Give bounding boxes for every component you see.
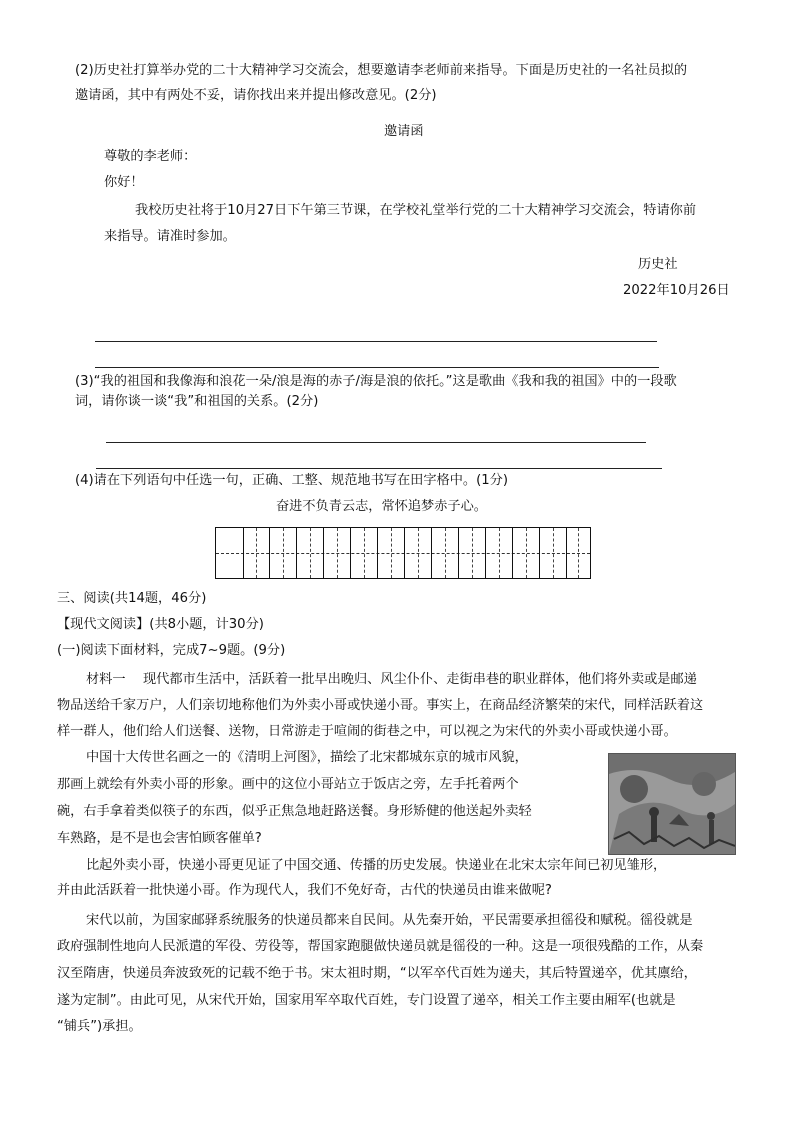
- grid-col-dash: [526, 528, 527, 578]
- answer-line[interactable]: [106, 442, 646, 443]
- part-heading: (一)阅读下面材料，完成7~9题。(9分): [57, 643, 286, 658]
- passage-p4-line-3: 汉至隋唐，快递员奔波致死的记载不绝于书。宋太祖时期，“以军卒代百姓为递夫，其后特置递卒，优其廪给，: [57, 966, 697, 981]
- grid-col-dash: [445, 528, 446, 578]
- grid-col-dash: [310, 528, 311, 578]
- q4-sentence: 奋进不负青云志，常怀追梦赤子心。: [276, 499, 487, 514]
- grid-col-line: [377, 528, 378, 578]
- q2-line-1: (2)历史社打算举办党的二十大精神学习交流会，想要邀请李老师前来指导。下面是历史社的一名社员拟的: [75, 63, 688, 78]
- letter-body-line-1: 我校历史社将于10月27日下午第三节课，在学校礼堂举行党的二十大精神学习交流会，特请你前: [135, 203, 697, 218]
- grid-col-dash: [337, 528, 338, 578]
- answer-line[interactable]: [96, 468, 662, 469]
- grid-col-line: [269, 528, 270, 578]
- letter-salutation: 尊敬的李老师：: [104, 149, 197, 164]
- passage-p4-line-4: 遂为定制”。由此可见，从宋代开始，国家用军卒取代百姓，专门设置了递卒，相关工作主要由厢军(也就是: [57, 993, 676, 1008]
- passage-p3-line-2: 并由此活跃着一批快递小哥。作为现代人，我们不免好奇，古代的快递员由谁来做呢?: [57, 883, 552, 898]
- q3-line-1: (3)“我的祖国和我像海和浪花一朵/浪是海的赤子/海是浪的依托。”这是歌曲《我和我的祖国》中的一段歌: [75, 374, 677, 389]
- letter-title: 邀请函: [384, 124, 424, 139]
- grid-col-dash: [578, 528, 579, 578]
- grid-col-line: [243, 528, 244, 578]
- grid-col-line: [458, 528, 459, 578]
- grid-col-dash: [499, 528, 500, 578]
- grid-col-dash: [364, 528, 365, 578]
- grid-col-line: [566, 528, 567, 578]
- passage-p1-line-1: 材料一 现代都市生活中，活跃着一批早出晚归、风尘仆仆、走街串巷的职业群体，他们将外卖或是邮递: [86, 672, 697, 687]
- grid-col-dash: [472, 528, 473, 578]
- answer-line[interactable]: [95, 367, 659, 368]
- passage-p3-line-1: 比起外卖小哥，快递小哥更见证了中国交通、传播的历史发展。快递业在北宋太宗年间已初见雏形，: [86, 858, 667, 873]
- letter-greeting: 你好！: [104, 175, 144, 190]
- passage-p1-line-2: 物品送给千家万户，人们亲切地称他们为外卖小哥或快递小哥。事实上，在商品经济繁荣的宋代，同样活跃着这: [57, 698, 704, 713]
- grid-col-line: [539, 528, 540, 578]
- passage-p1-line-3: 样一群人，他们给人们送餐、送物，日常游走于喧闹的街巷之中，可以视之为宋代的外卖小哥或快递小哥。: [57, 724, 677, 739]
- section-heading: 三、阅读(共14题，46分): [57, 591, 207, 606]
- passage-p2-line-1: 中国十大传世名画之一的《清明上河图》，描绘了北宋都城东京的城市风貌，: [86, 750, 528, 765]
- grid-col-line: [431, 528, 432, 578]
- passage-p4-line-1: 宋代以前，为国家邮驿系统服务的快递员都来自民间。从先秦开始，平民需要承担徭役和赋税。徭役就是: [86, 913, 693, 928]
- letter-date: 2022年10月26日: [623, 283, 730, 298]
- passage-p2-line-3: 碗，右手拿着类似筷子的东西，似乎正焦急地赶路送餐。身形矫健的他送起外卖轻: [57, 804, 532, 819]
- grid-col-dash: [391, 528, 392, 578]
- grid-col-line: [512, 528, 513, 578]
- grid-col-line: [404, 528, 405, 578]
- grid-row-bottom: [216, 553, 590, 579]
- grid-col-line: [350, 528, 351, 578]
- answer-line[interactable]: [95, 341, 657, 342]
- section-subheading: 【现代文阅读】(共8小题，计30分): [57, 617, 264, 632]
- passage-p2-line-2: 那画上就绘有外卖小哥的形象。画中的这位小哥站立于饭店之旁，左手托着两个: [57, 777, 519, 792]
- letter-signature: 历史社: [638, 257, 678, 272]
- grid-col-line: [296, 528, 297, 578]
- letter-body-line-2: 来指导。请准时参加。: [104, 229, 236, 244]
- passage-p2-line-4: 车熟路，是不是也会害怕顾客催单?: [57, 831, 262, 846]
- q2-line-2: 邀请函，其中有两处不妥，请你找出来并提出修改意见。(2分): [75, 88, 437, 103]
- grid-col-dash: [256, 528, 257, 578]
- qingming-painting-illustration: [608, 753, 736, 855]
- q4-line-1: (4)请在下列语句中任选一句，正确、工整、规范地书写在田字格中。(1分): [75, 473, 508, 488]
- grid-col-dash: [553, 528, 554, 578]
- passage-p4-line-2: 政府强制性地向人民派遣的军役、劳役等，帮国家跑腿做快递员就是徭役的一种。这是一项很残酷的工作，从秦: [57, 939, 704, 954]
- grid-col-line: [323, 528, 324, 578]
- grid-col-line: [485, 528, 486, 578]
- grid-col-dash: [283, 528, 284, 578]
- tianzige-grid[interactable]: [215, 527, 591, 579]
- grid-row-top: [216, 528, 590, 553]
- grid-col-dash: [418, 528, 419, 578]
- q3-line-2: 词，请你谈一谈“我”和祖国的关系。(2分): [75, 394, 319, 409]
- passage-p4-line-5: “铺兵”)承担。: [57, 1019, 142, 1034]
